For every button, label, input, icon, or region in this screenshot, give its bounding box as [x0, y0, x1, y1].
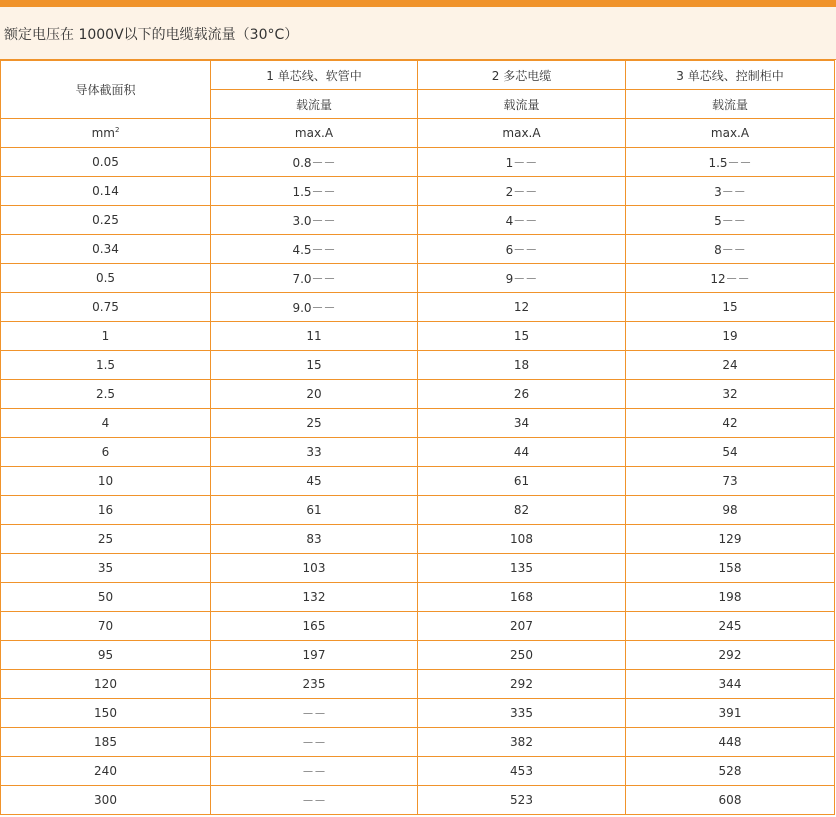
unit-cell-area — [1, 119, 211, 148]
header-row-1 — [1, 61, 835, 90]
single-core-conduit-cell: 25 — [211, 409, 418, 438]
ampacity-table — [0, 60, 835, 815]
cross-section-cell: 185 — [1, 728, 211, 757]
single-core-conduit-cell: 132 — [211, 583, 418, 612]
table-row — [1, 206, 835, 235]
single-core-cabinet-cell: 344 — [626, 670, 835, 699]
unit-mm: mm — [91, 126, 115, 140]
cross-section-cell: 1 — [1, 322, 211, 351]
single-core-conduit-cell: 9.0－－ — [211, 293, 418, 322]
multi-core-cable-cell: 44 — [418, 438, 626, 467]
single-core-conduit-cell: 4.5－－ — [211, 235, 418, 264]
single-core-conduit-cell: －－ — [211, 757, 418, 786]
column-header-1: 1 单芯线、软管中 — [211, 61, 418, 90]
single-core-cabinet-cell: 608 — [626, 786, 835, 815]
single-core-cabinet-cell: 24 — [626, 351, 835, 380]
table-row — [1, 612, 835, 641]
multi-core-cable-cell: 135 — [418, 554, 626, 583]
cross-section-cell: 35 — [1, 554, 211, 583]
multi-core-cable-cell: 18 — [418, 351, 626, 380]
cross-section-cell: 1.5 — [1, 351, 211, 380]
multi-core-cable-cell: 12 — [418, 293, 626, 322]
single-core-cabinet-cell: 528 — [626, 757, 835, 786]
cross-section-cell: 70 — [1, 612, 211, 641]
table-row — [1, 525, 835, 554]
cross-section-cell: 0.05 — [1, 148, 211, 177]
cross-section-cell: 16 — [1, 496, 211, 525]
cross-section-cell: 120 — [1, 670, 211, 699]
single-core-conduit-cell: 20 — [211, 380, 418, 409]
table-row — [1, 235, 835, 264]
multi-core-cable-cell: 2－－ — [418, 177, 626, 206]
multi-core-cable-cell: 61 — [418, 467, 626, 496]
cross-section-cell: 95 — [1, 641, 211, 670]
table-row — [1, 351, 835, 380]
multi-core-cable-cell: 26 — [418, 380, 626, 409]
single-core-cabinet-cell: 158 — [626, 554, 835, 583]
single-core-cabinet-cell: 245 — [626, 612, 835, 641]
multi-core-cable-cell: 9－－ — [418, 264, 626, 293]
single-core-cabinet-cell: 32 — [626, 380, 835, 409]
single-core-conduit-cell: 0.8－－ — [211, 148, 418, 177]
table-row — [1, 583, 835, 612]
multi-core-cable-cell: 523 — [418, 786, 626, 815]
unit-sup: 2 — [114, 126, 120, 134]
cross-section-cell: 6 — [1, 438, 211, 467]
single-core-conduit-cell: 1.5－－ — [211, 177, 418, 206]
single-core-cabinet-cell: 98 — [626, 496, 835, 525]
cross-section-cell: 10 — [1, 467, 211, 496]
multi-core-cable-cell: 34 — [418, 409, 626, 438]
single-core-conduit-cell: 33 — [211, 438, 418, 467]
single-core-conduit-cell: 83 — [211, 525, 418, 554]
multi-core-cable-cell: 292 — [418, 670, 626, 699]
single-core-conduit-cell: 235 — [211, 670, 418, 699]
table-row — [1, 670, 835, 699]
cross-section-cell: 4 — [1, 409, 211, 438]
table-row — [1, 409, 835, 438]
single-core-cabinet-cell: 448 — [626, 728, 835, 757]
table-row — [1, 786, 835, 815]
table-row — [1, 699, 835, 728]
multi-core-cable-cell: 207 — [418, 612, 626, 641]
table-row — [1, 496, 835, 525]
cross-section-cell: 50 — [1, 583, 211, 612]
title-band — [0, 7, 836, 60]
conductor-header: 导体截面积 — [1, 61, 211, 119]
multi-core-cable-cell: 4－－ — [418, 206, 626, 235]
single-core-cabinet-cell: 12－－ — [626, 264, 835, 293]
sub-header-1: 载流量 — [211, 90, 418, 119]
multi-core-cable-cell: 335 — [418, 699, 626, 728]
single-core-cabinet-cell: 1.5－－ — [626, 148, 835, 177]
multi-core-cable-cell: 382 — [418, 728, 626, 757]
cross-section-cell: 25 — [1, 525, 211, 554]
unit-cell-1: max.A — [211, 119, 418, 148]
table-row — [1, 293, 835, 322]
single-core-cabinet-cell: 3－－ — [626, 177, 835, 206]
multi-core-cable-cell: 6－－ — [418, 235, 626, 264]
unit-cell-2: max.A — [418, 119, 626, 148]
single-core-conduit-cell: 45 — [211, 467, 418, 496]
single-core-cabinet-cell: 19 — [626, 322, 835, 351]
table-row — [1, 148, 835, 177]
cross-section-cell: 0.75 — [1, 293, 211, 322]
table-row — [1, 177, 835, 206]
multi-core-cable-cell: 1－－ — [418, 148, 626, 177]
cross-section-cell: 0.14 — [1, 177, 211, 206]
column-header-3: 3 单芯线、控制柜中 — [626, 61, 835, 90]
single-core-conduit-cell: 103 — [211, 554, 418, 583]
table-row — [1, 438, 835, 467]
single-core-cabinet-cell: 15 — [626, 293, 835, 322]
single-core-cabinet-cell: 129 — [626, 525, 835, 554]
single-core-cabinet-cell: 5－－ — [626, 206, 835, 235]
single-core-cabinet-cell: 42 — [626, 409, 835, 438]
single-core-cabinet-cell: 292 — [626, 641, 835, 670]
table-row — [1, 322, 835, 351]
single-core-conduit-cell: －－ — [211, 786, 418, 815]
sub-header-3: 载流量 — [626, 90, 835, 119]
cross-section-cell: 0.25 — [1, 206, 211, 235]
cross-section-cell: 240 — [1, 757, 211, 786]
unit-row — [1, 119, 835, 148]
multi-core-cable-cell: 15 — [418, 322, 626, 351]
single-core-conduit-cell: 61 — [211, 496, 418, 525]
single-core-conduit-cell: 7.0－－ — [211, 264, 418, 293]
single-core-conduit-cell: 3.0－－ — [211, 206, 418, 235]
column-header-2: 2 多芯电缆 — [418, 61, 626, 90]
table-row — [1, 728, 835, 757]
table-row — [1, 264, 835, 293]
table-row — [1, 554, 835, 583]
single-core-conduit-cell: －－ — [211, 699, 418, 728]
multi-core-cable-cell: 108 — [418, 525, 626, 554]
single-core-cabinet-cell: 54 — [626, 438, 835, 467]
single-core-conduit-cell: 197 — [211, 641, 418, 670]
table-title: 额定电压在 1000V以下的电缆载流量（30°C） — [4, 27, 299, 43]
cross-section-cell: 300 — [1, 786, 211, 815]
multi-core-cable-cell: 453 — [418, 757, 626, 786]
sub-header-2: 载流量 — [418, 90, 626, 119]
single-core-cabinet-cell: 391 — [626, 699, 835, 728]
single-core-cabinet-cell: 198 — [626, 583, 835, 612]
table-row — [1, 380, 835, 409]
single-core-conduit-cell: 15 — [211, 351, 418, 380]
accent-bar — [0, 0, 836, 7]
unit-cell-3: max.A — [626, 119, 835, 148]
multi-core-cable-cell: 82 — [418, 496, 626, 525]
table-row — [1, 641, 835, 670]
table-row — [1, 467, 835, 496]
single-core-cabinet-cell: 73 — [626, 467, 835, 496]
cross-section-cell: 0.34 — [1, 235, 211, 264]
cross-section-cell: 150 — [1, 699, 211, 728]
cross-section-cell: 2.5 — [1, 380, 211, 409]
single-core-conduit-cell: －－ — [211, 728, 418, 757]
multi-core-cable-cell: 250 — [418, 641, 626, 670]
single-core-conduit-cell: 165 — [211, 612, 418, 641]
multi-core-cable-cell: 168 — [418, 583, 626, 612]
table-row — [1, 757, 835, 786]
cross-section-cell: 0.5 — [1, 264, 211, 293]
single-core-cabinet-cell: 8－－ — [626, 235, 835, 264]
single-core-conduit-cell: 11 — [211, 322, 418, 351]
